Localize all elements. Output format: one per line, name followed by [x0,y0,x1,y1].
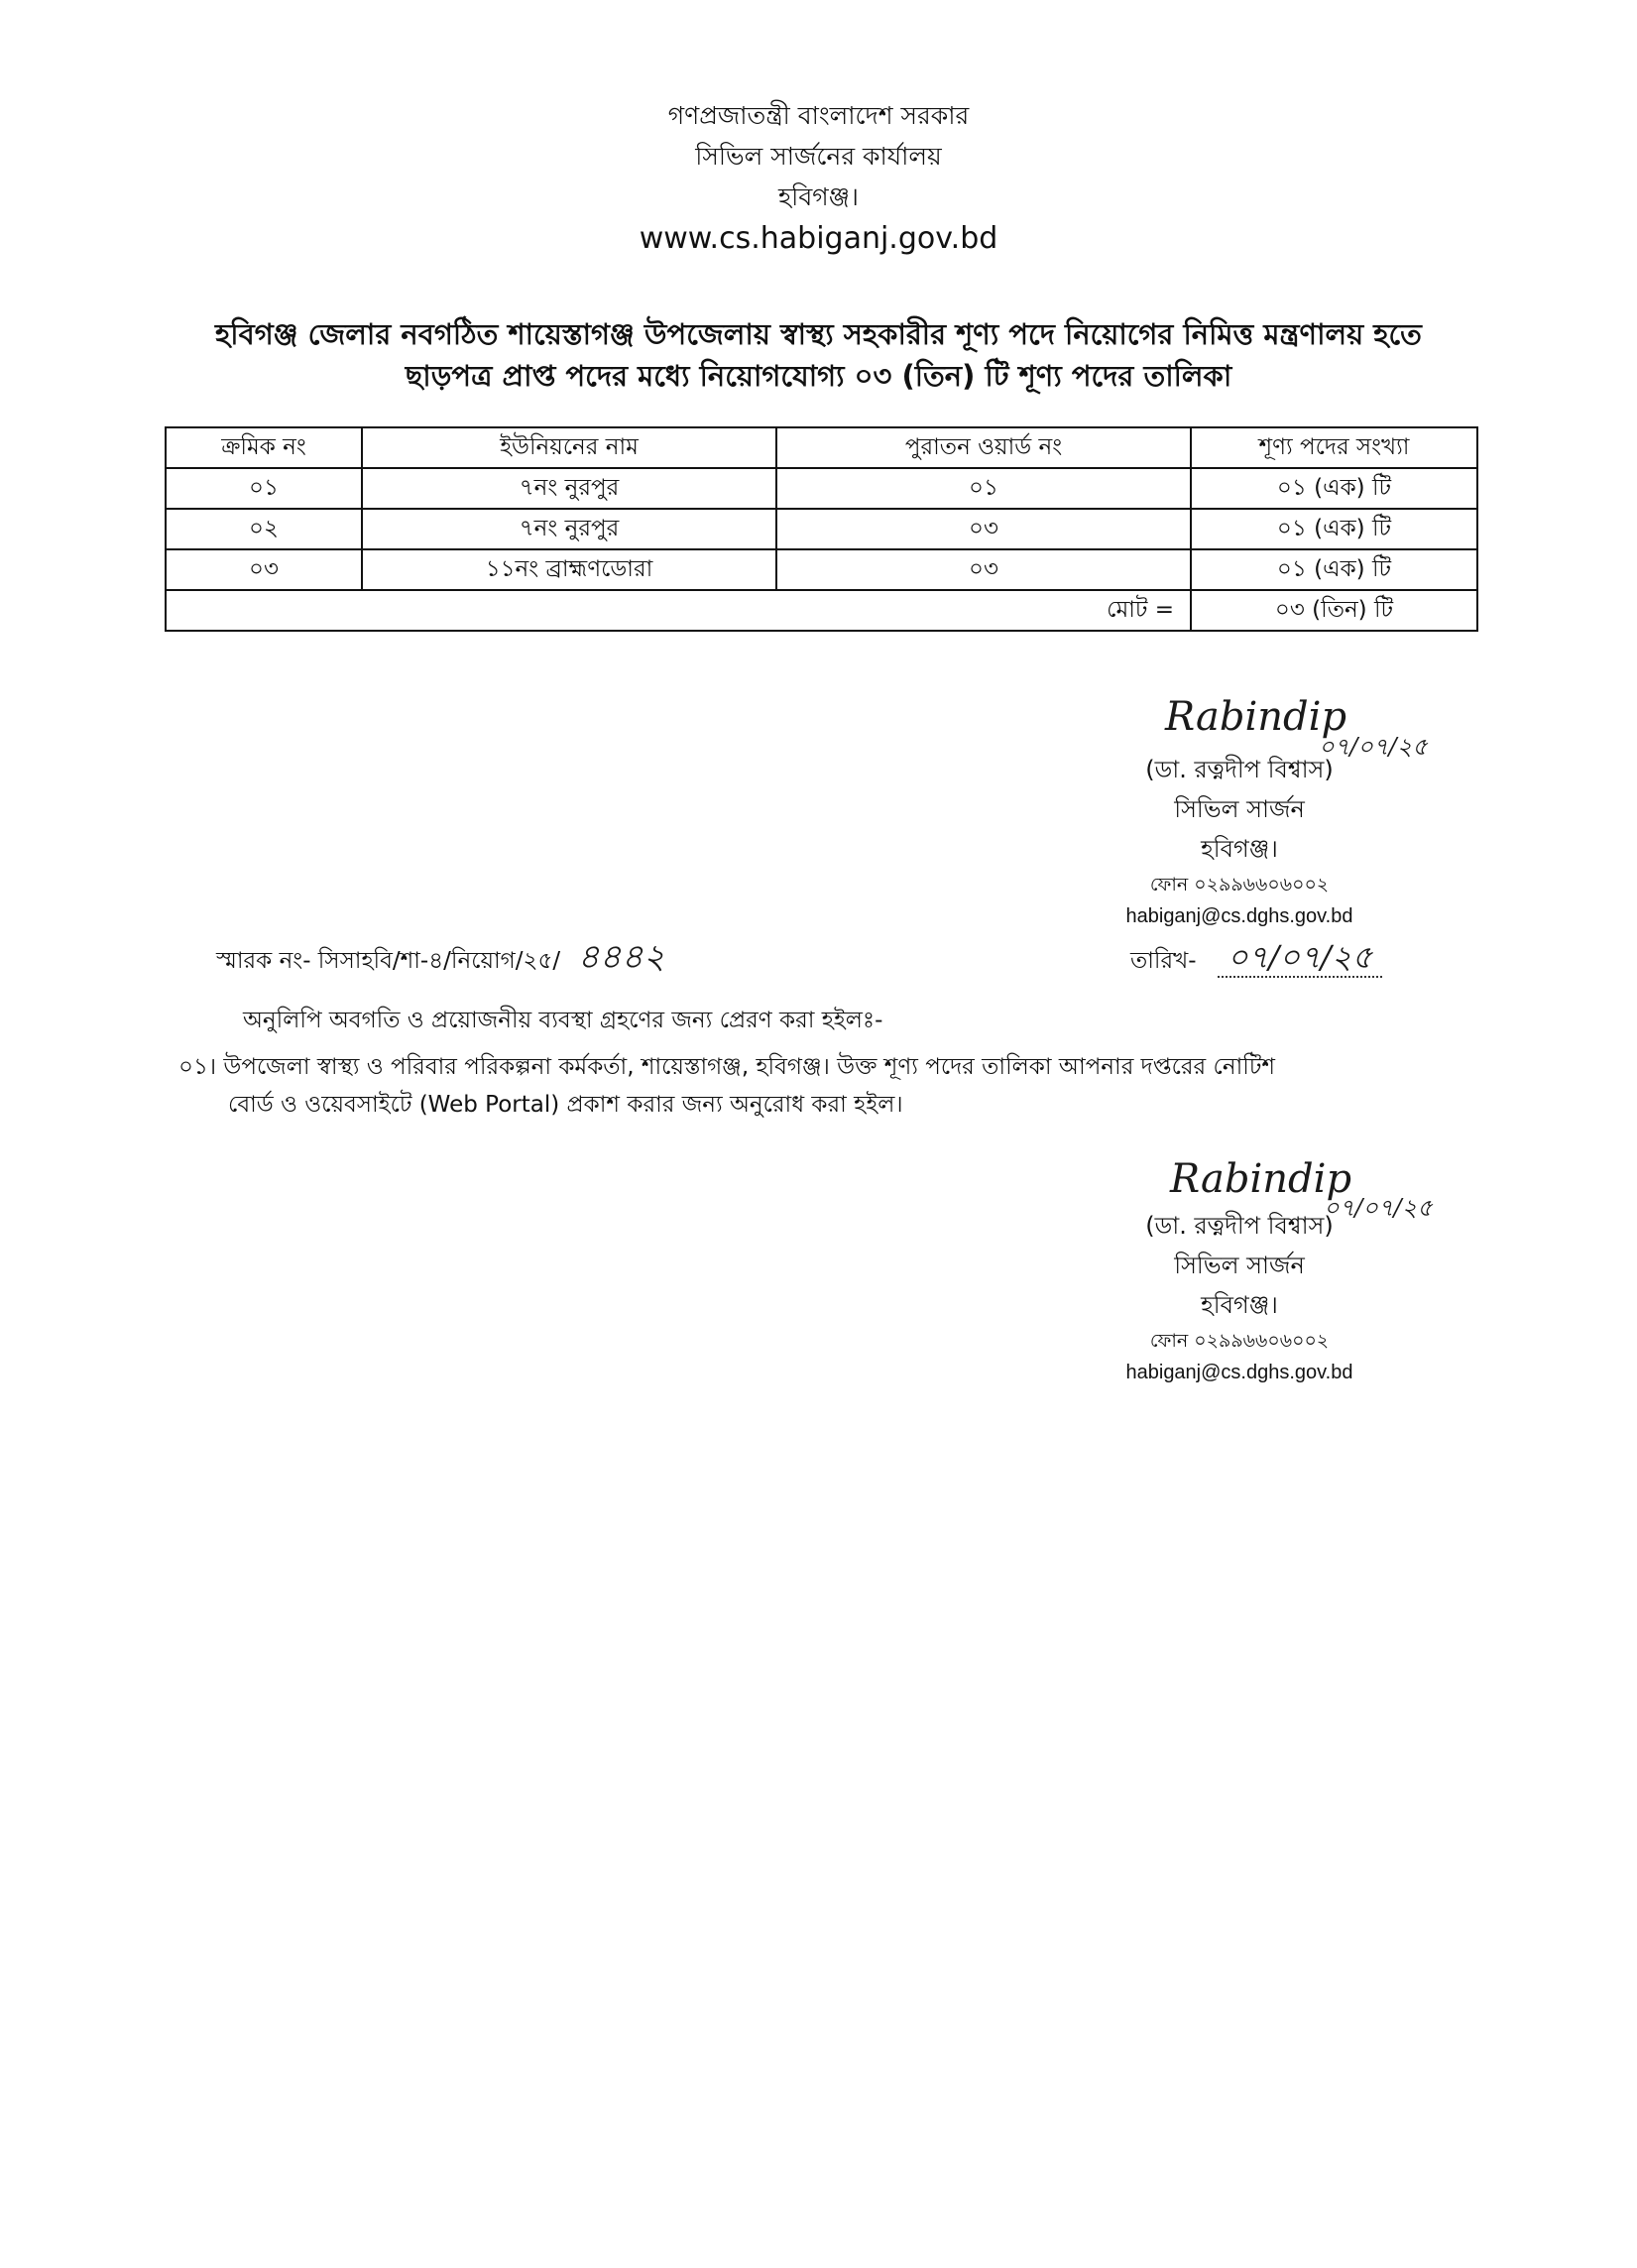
table-cell: ০১ (এক) টি [1191,509,1477,549]
table-total-row [166,590,1477,631]
website-link[interactable]: www.cs.habiganj.gov.bd [639,221,998,256]
table-row [166,509,1477,549]
table-header-row [166,427,1477,468]
signature-block [1091,1206,1388,1388]
column-header: ক্রমিক নং [166,427,362,468]
signatory-place: হবিগঞ্জ। [1201,1291,1278,1319]
memo-date-value: ০৭/০৭/২৫ [1218,938,1382,978]
table-cell: ০১ (এক) টি [1191,549,1477,590]
table-cell: ০১ [776,468,1191,509]
copy-item-line-1: ০১। উপজেলা স্বাস্থ্য ও পরিবার পরিকল্পনা কর্মকর্তা, শায়েস্তাগঞ্জ, হবিগঞ্জ। উক্ত শূণ্য পদের তালিকা আপনার দপ্তরের নোটিশ [178,1054,1275,1080]
signatory-phone: ফোন ০২৯৯৬৬০৬০০২ [1149,1330,1330,1352]
table-cell: ৭নং নুরপুর [362,509,776,549]
table-cell: ১১নং ব্রাহ্মণডোরা [362,549,776,590]
table-cell: ০৩ [776,509,1191,549]
table-cell: ০৩ [776,549,1191,590]
copy-item-line-2: বোর্ড ও ওয়েবসাইটে (Web Portal) প্রকাশ করার জন্য অনুরোধ করা হইল। [228,1092,903,1118]
signatory-place: হবিগঞ্জ। [1201,835,1278,863]
title-line-2: ছাড়পত্র প্রাপ্ত পদের মধ্যে নিয়োগযোগ্য ০৩ (তিন) টি শূণ্য পদের তালিকা [405,359,1232,393]
signatory-phone: ফোন ০২৯৯৬৬০৬০০২ [1149,874,1330,895]
signature-block [1091,750,1388,932]
govt-name: গণপ্রজাতন্ত্রী বাংলাদেশ সরকার [667,101,970,130]
copy-intro: অনুলিপি অবগতি ও প্রয়োজনীয় ব্যবস্থা গ্রহণের জন্য প্রেরণ করা হইলঃ- [243,1008,883,1033]
signatory-name: (ডা. রত্নদীপ বিশ্বাস) [1145,1212,1334,1240]
memo-date [1130,938,1382,980]
office-header [0,95,1637,261]
column-header: শূণ্য পদের সংখ্যা [1191,427,1477,468]
table-cell: ০২ [166,509,362,549]
signatory-name: (ডা. রত্নদীপ বিশ্বাস) [1145,756,1334,783]
signature-scrawl: Rabindip [1170,1156,1352,1202]
office-location: হবিগঞ্জ। [778,182,859,211]
memo-ref-label: স্মারক নং- সিসাহবি/শা-৪/নিয়োগ/২৫/ [216,948,561,974]
signature-date-scrawl: ০৭/০৭/২৫ [1324,1194,1433,1222]
table-row [166,468,1477,509]
copy-item [178,1048,1487,1124]
vacancy-table [165,426,1478,632]
table-cell: ০১ (এক) টি [1191,468,1477,509]
signatory-email: habiganj@cs.dghs.gov.bd [1125,1362,1353,1383]
memo-reference [216,938,665,980]
memo-date-label: তারিখ- [1130,948,1197,974]
signatory-email: habiganj@cs.dghs.gov.bd [1125,905,1353,927]
column-header: ইউনিয়নের নাম [362,427,776,468]
total-value: ০৩ (তিন) টি [1191,590,1477,631]
table-cell: ৭নং নুরপুর [362,468,776,509]
signatory-designation: সিভিল সার্জন [1174,795,1305,823]
table-row [166,549,1477,590]
signatory-designation: সিভিল সার্জন [1174,1252,1305,1279]
signature-date-scrawl: ০৭/০৭/২৫ [1319,733,1428,761]
title-line-1: হবিগঞ্জ জেলার নবগঠিত শায়েস্তাগঞ্জ উপজেলায় স্বাস্থ্য সহকারীর শূণ্য পদে নিয়োগের নিমিত্ত মন্ত্রণালয় হতে [215,317,1422,351]
memo-ref-number: ৪৪৪২ [577,937,665,977]
column-header: পুরাতন ওয়ার্ড নং [776,427,1191,468]
signature-scrawl: Rabindip [1165,694,1347,740]
document-title [0,313,1637,397]
total-label: মোট = [166,590,1191,631]
table-cell: ০১ [166,468,362,509]
table-cell: ০৩ [166,549,362,590]
office-name: সিভিল সার্জনের কার্যালয় [695,142,942,171]
